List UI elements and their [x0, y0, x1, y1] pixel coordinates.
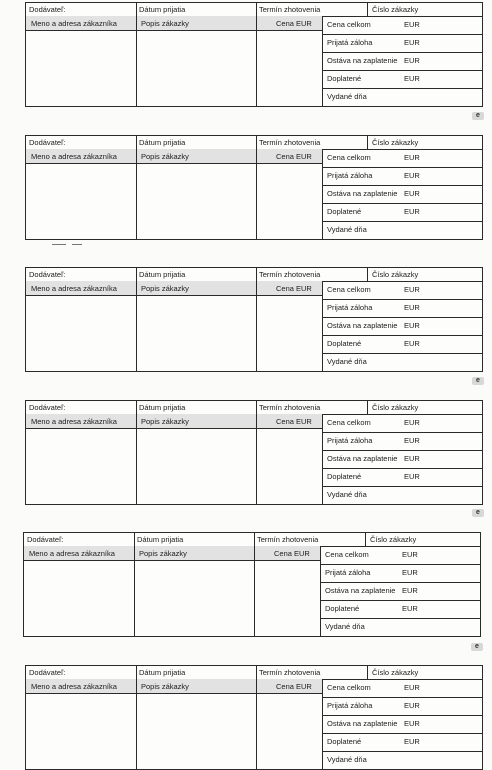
currency-label: EUR — [404, 303, 420, 312]
divider — [367, 268, 368, 281]
cislo-zakazky-label: Číslo zákazky — [372, 138, 419, 147]
cena-eur-label: Cena EUR — [276, 682, 312, 691]
pen-mark — [72, 244, 82, 245]
pen-mark — [52, 244, 66, 245]
cena-celkom-row — [323, 281, 482, 300]
order-form — [23, 532, 481, 637]
ostava-na-zaplatenie-label: Ostáva na zaplatenie — [327, 719, 398, 728]
cena-celkom-label: Cena celkom — [327, 418, 371, 427]
meno-adresa-label: Meno a adresa zákazníka — [31, 284, 117, 293]
currency-label: EUR — [404, 339, 420, 348]
doplatene-row — [323, 203, 482, 222]
doplatene-label: Doplatené — [327, 339, 362, 348]
vydane-dna-row — [323, 353, 482, 371]
doplatene-label: Doplatené — [325, 604, 360, 613]
doplatene-label: Doplatené — [327, 737, 362, 746]
divider — [367, 401, 368, 414]
prijata-zaloha-row — [321, 564, 480, 583]
vydane-dna-label: Vydané dňa — [327, 225, 367, 234]
ostava-na-zaplatenie-row — [323, 715, 482, 734]
popis-zakazky-label: Popis zákazky — [141, 284, 189, 293]
termin-zhotovenia-label: Termín zhotovenia — [257, 535, 319, 544]
prijata-zaloha-row — [323, 299, 482, 318]
datum-prijatia-label: Dátum prijatia — [139, 5, 186, 14]
currency-label: EUR — [404, 454, 420, 463]
termin-zhotovenia-label: Termín zhotovenia — [259, 5, 321, 14]
ostava-na-zaplatenie-label: Ostáva na zaplatenie — [325, 586, 396, 595]
divider — [134, 533, 135, 546]
order-form — [25, 665, 483, 770]
currency-label: EUR — [402, 568, 418, 577]
dodavatel-label: Dodávateľ: — [29, 5, 66, 14]
cena-celkom-label: Cena celkom — [325, 550, 369, 559]
divider — [256, 414, 257, 504]
cena-eur-label: Cena EUR — [276, 284, 312, 293]
prijata-zaloha-row — [323, 34, 482, 53]
popis-zakazky-label: Popis zákazky — [139, 549, 187, 558]
divider — [256, 281, 257, 371]
cislo-zakazky-label: Číslo zákazky — [372, 5, 419, 14]
termin-zhotovenia-label: Termín zhotovenia — [259, 668, 321, 677]
doplatene-row — [323, 468, 482, 487]
cena-eur-label: Cena EUR — [274, 549, 310, 558]
popis-zakazky-label: Popis zákazky — [141, 19, 189, 28]
popis-zakazky-label: Popis zákazky — [141, 682, 189, 691]
ostava-na-zaplatenie-row — [323, 317, 482, 336]
divider — [367, 3, 368, 16]
cena-celkom-row — [323, 414, 482, 433]
header-row — [26, 666, 482, 680]
dodavatel-label: Dodávateľ: — [29, 270, 66, 279]
meno-adresa-label: Meno a adresa zákazníka — [31, 152, 117, 161]
prijata-zaloha-label: Prijatá záloha — [327, 38, 373, 47]
vydane-dna-label: Vydané dňa — [327, 357, 367, 366]
vydane-dna-row — [323, 221, 482, 239]
doplatene-row — [321, 600, 480, 619]
ostava-na-zaplatenie-row — [321, 582, 480, 601]
ostava-na-zaplatenie-label: Ostáva na zaplatenie — [327, 189, 398, 198]
prijata-zaloha-row — [323, 167, 482, 186]
ostava-na-zaplatenie-label: Ostáva na zaplatenie — [327, 56, 398, 65]
divider — [256, 16, 257, 106]
prijata-zaloha-label: Prijatá záloha — [325, 568, 371, 577]
ostava-na-zaplatenie-label: Ostáva na zaplatenie — [327, 321, 398, 330]
currency-label: EUR — [404, 189, 420, 198]
header-row — [26, 136, 482, 150]
ostava-na-zaplatenie-row — [323, 450, 482, 469]
divider — [256, 149, 257, 239]
vydane-dna-row — [323, 751, 482, 769]
prijata-zaloha-label: Prijatá záloha — [327, 436, 373, 445]
meno-adresa-label: Meno a adresa zákazníka — [29, 549, 115, 558]
divider — [134, 546, 135, 636]
doplatene-row — [323, 733, 482, 752]
prijata-zaloha-label: Prijatá záloha — [327, 303, 373, 312]
doplatene-label: Doplatené — [327, 472, 362, 481]
column-header-row — [26, 281, 322, 296]
doplatene-label: Doplatené — [327, 207, 362, 216]
cislo-zakazky-label: Číslo zákazky — [370, 535, 417, 544]
cena-celkom-label: Cena celkom — [327, 20, 371, 29]
termin-zhotovenia-label: Termín zhotovenia — [259, 403, 321, 412]
brand-mark-icon: e — [471, 643, 483, 651]
termin-zhotovenia-label: Termín zhotovenia — [259, 270, 321, 279]
divider — [136, 679, 137, 769]
datum-prijatia-label: Dátum prijatia — [137, 535, 184, 544]
divider — [256, 666, 257, 679]
divider — [136, 281, 137, 371]
order-form — [25, 267, 483, 372]
divider — [254, 533, 255, 546]
currency-label: EUR — [404, 719, 420, 728]
currency-label: EUR — [404, 436, 420, 445]
divider — [367, 136, 368, 149]
divider — [136, 401, 137, 414]
cena-celkom-label: Cena celkom — [327, 285, 371, 294]
cislo-zakazky-label: Číslo zákazky — [372, 270, 419, 279]
divider — [136, 149, 137, 239]
brand-mark-icon: e — [472, 509, 484, 517]
prijata-zaloha-label: Prijatá záloha — [327, 171, 373, 180]
cislo-zakazky-label: Číslo zákazky — [372, 403, 419, 412]
popis-zakazky-label: Popis zákazky — [141, 417, 189, 426]
currency-label: EUR — [404, 38, 420, 47]
cislo-zakazky-label: Číslo zákazky — [372, 668, 419, 677]
divider — [136, 268, 137, 281]
vydane-dna-label: Vydané dňa — [327, 92, 367, 101]
meno-adresa-label: Meno a adresa zákazníka — [31, 417, 117, 426]
currency-label: EUR — [404, 56, 420, 65]
cena-celkom-row — [323, 149, 482, 168]
divider — [256, 679, 257, 769]
cena-eur-label: Cena EUR — [276, 19, 312, 28]
datum-prijatia-label: Dátum prijatia — [139, 138, 186, 147]
dodavatel-label: Dodávateľ: — [27, 535, 64, 544]
brand-mark-icon: e — [472, 112, 484, 120]
currency-label: EUR — [404, 285, 420, 294]
order-form — [25, 135, 483, 240]
column-header-row — [26, 414, 322, 429]
ostava-na-zaplatenie-row — [323, 185, 482, 204]
currency-label: EUR — [404, 418, 420, 427]
order-form — [25, 400, 483, 505]
dodavatel-label: Dodávateľ: — [29, 668, 66, 677]
cena-eur-label: Cena EUR — [276, 417, 312, 426]
header-row — [26, 268, 482, 282]
divider — [256, 401, 257, 414]
meno-adresa-label: Meno a adresa zákazníka — [31, 19, 117, 28]
meno-adresa-label: Meno a adresa zákazníka — [31, 682, 117, 691]
divider — [254, 546, 255, 636]
divider — [256, 136, 257, 149]
divider — [365, 533, 366, 546]
currency-label: EUR — [404, 153, 420, 162]
currency-label: EUR — [404, 701, 420, 710]
cena-celkom-row — [321, 546, 480, 565]
datum-prijatia-label: Dátum prijatia — [139, 403, 186, 412]
currency-label: EUR — [404, 683, 420, 692]
ostava-na-zaplatenie-label: Ostáva na zaplatenie — [327, 454, 398, 463]
currency-label: EUR — [404, 207, 420, 216]
divider — [256, 3, 257, 16]
prijata-zaloha-row — [323, 432, 482, 451]
cena-celkom-label: Cena celkom — [327, 683, 371, 692]
column-header-row — [26, 16, 322, 31]
doplatene-row — [323, 70, 482, 89]
termin-zhotovenia-label: Termín zhotovenia — [259, 138, 321, 147]
divider — [136, 3, 137, 16]
ostava-na-zaplatenie-row — [323, 52, 482, 71]
cena-eur-label: Cena EUR — [276, 152, 312, 161]
order-form — [25, 2, 483, 107]
prijata-zaloha-label: Prijatá záloha — [327, 701, 373, 710]
vydane-dna-row — [323, 486, 482, 504]
header-row — [26, 401, 482, 415]
divider — [136, 666, 137, 679]
currency-label: EUR — [404, 171, 420, 180]
vydane-dna-label: Vydané dňa — [325, 622, 365, 631]
header-row — [24, 533, 480, 547]
currency-label: EUR — [404, 20, 420, 29]
doplatene-label: Doplatené — [327, 74, 362, 83]
currency-label: EUR — [404, 737, 420, 746]
divider — [136, 136, 137, 149]
dodavatel-label: Dodávateľ: — [29, 403, 66, 412]
cena-celkom-row — [323, 679, 482, 698]
column-header-row — [26, 679, 322, 694]
vydane-dna-row — [323, 88, 482, 106]
currency-label: EUR — [402, 586, 418, 595]
doplatene-row — [323, 335, 482, 354]
currency-label: EUR — [404, 321, 420, 330]
cena-celkom-label: Cena celkom — [327, 153, 371, 162]
currency-label: EUR — [404, 74, 420, 83]
popis-zakazky-label: Popis zákazky — [141, 152, 189, 161]
column-header-row — [26, 149, 322, 164]
dodavatel-label: Dodávateľ: — [29, 138, 66, 147]
divider — [256, 268, 257, 281]
vydane-dna-row — [321, 618, 480, 636]
divider — [136, 414, 137, 504]
header-row — [26, 3, 482, 17]
column-header-row — [24, 546, 320, 561]
divider — [367, 666, 368, 679]
datum-prijatia-label: Dátum prijatia — [139, 270, 186, 279]
currency-label: EUR — [402, 604, 418, 613]
datum-prijatia-label: Dátum prijatia — [139, 668, 186, 677]
vydane-dna-label: Vydané dňa — [327, 755, 367, 764]
divider — [136, 16, 137, 106]
brand-mark-icon: e — [472, 377, 484, 385]
prijata-zaloha-row — [323, 697, 482, 716]
vydane-dna-label: Vydané dňa — [327, 490, 367, 499]
cena-celkom-row — [323, 16, 482, 35]
currency-label: EUR — [404, 472, 420, 481]
currency-label: EUR — [402, 550, 418, 559]
